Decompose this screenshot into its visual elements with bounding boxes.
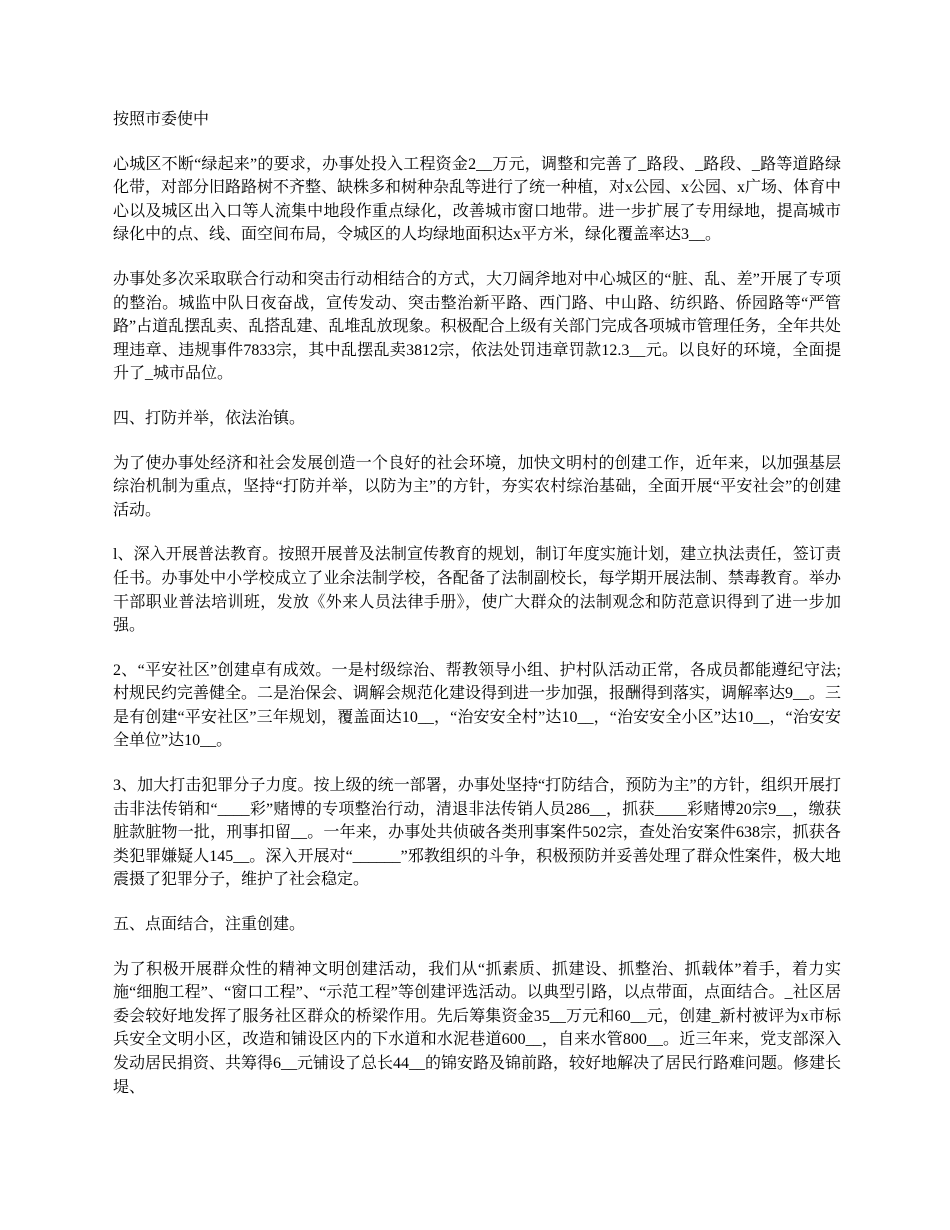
document-body — [113, 108, 841, 1120]
paragraph-safe-community: 2、“平安社区”创建卓有成效。一是村级综治、帮教领导小组、护村队活动正常，各成员都能遵纪守法;村规民约完善健全。二是治保会、调解会规范化建设得到进一步加强，报酬得到落实，调解率达9__。三是有创建“平安社区”三年规划，覆盖面达10__，“治安安全村”达10__，“治安安全小区”达10__，“治安安全单位”达10__。 — [113, 661, 842, 750]
paragraph-legal-education: l、深入开展普法教育。按照开展普及法制宣传教育的规划，制订年度实施计划，建立执法责任，签订责任书。办事处中小学校成立了业余法制学校，各配备了法制副校长，每学期开展法制、禁毒教育。举办干部职业普法培训班，发放《外来人员法律手册》，使广大群众的法制观念和防范意识得到了进一步加强。 — [113, 546, 841, 635]
paragraph-city-management: 办事处多次采取联合行动和突击行动相结合的方式，大刀阔斧地对中心城区的“脏、乱、差”开展了专项的整治。城监中队日夜奋战，宣传发动、突击整治新平路、西门路、中山路、纺织路、侨园路等“严管路”占道乱摆乱卖、乱搭乱建、乱堆乱放现象。积极配合上级有关部门完成各项城市管理任务，全年共处理违章、违规事件7833宗，其中乱摆乱卖3812宗，依法处罚违章罚款12.3__元。以良好的环境，全面提升了_城市品位。 — [113, 270, 841, 383]
section-heading-4: 四、打防并举，依法治镇。 — [113, 409, 306, 427]
paragraph-greening: 心城区不断“绿起来”的要求，办事处投入工程资金2__万元，调整和完善了_路段、_路段、_路等道路绿化带，对部分旧路路树不齐整、缺株多和树种杂乱等进行了统一种植，对x公园、x公园、x广场、体育中心以及城区出入口等人流集中地段作重点绿化，改善城市窗口地带。进一步扩展了专用绿地，提高城市绿化中的点、线、面空间布局，令城区的人均绿地面积达x平方米，绿化覆盖率达3__。 — [113, 155, 842, 244]
paragraph-crime-crackdown: 3、加大打击犯罪分子力度。按上级的统一部署，办事处坚持“打防结合，预防为主”的方针，组织开展打击非法传销和“____彩”赌博的专项整治行动，清退非法传销人员286__，抓获____彩赌博20宗9__，缴获脏款脏物一批，刑事扣留__。一年来，办事处共侦破各类刑事案件502宗，查处治安案件638宗，抓获各类犯罪嫌疑人145__。深入开展对“______”邪教组织的斗争，积极预防并妥善处理了群众性案件，极大地震摄了犯罪分子，维护了社会稳定。 — [113, 777, 841, 889]
paragraph-intro: 按照市委使中 — [113, 111, 210, 128]
section-heading-5: 五、点面结合，注重创建。 — [113, 916, 306, 934]
paragraph-safety-intro: 为了使办事处经济和社会发展创造一个良好的社会环境，加快文明村的创建工作，近年来，以加强基层综治机制为重点，坚持“打防并举，以防为主”的方针，夯实农村综治基础，全面开展“平安社会”的创建活动。 — [113, 454, 841, 519]
paragraph-civilization-creation: 为了积极开展群众性的精神文明创建活动，我们从“抓素质、抓建设、抓整治、抓载体”着手，着力实施“细胞工程”、“窗口工程”、“示范工程”等创建评选活动。以典型引路，以点带面，点面结合。_社区居委会较好地发挥了服务社区群众的桥梁作用。先后筹集资金35__万元和60__元，创建_新村被评为x市标兵安全文明小区，改造和铺设区内的下水道和水泥巷道600__，自来水管800__。近三年来，党支部深入发动居民捐资、共筹得6__元铺设了总长44__的锦安路及锦前路，较好地解决了居民行路难问题。修建长堤、 — [113, 960, 842, 1096]
